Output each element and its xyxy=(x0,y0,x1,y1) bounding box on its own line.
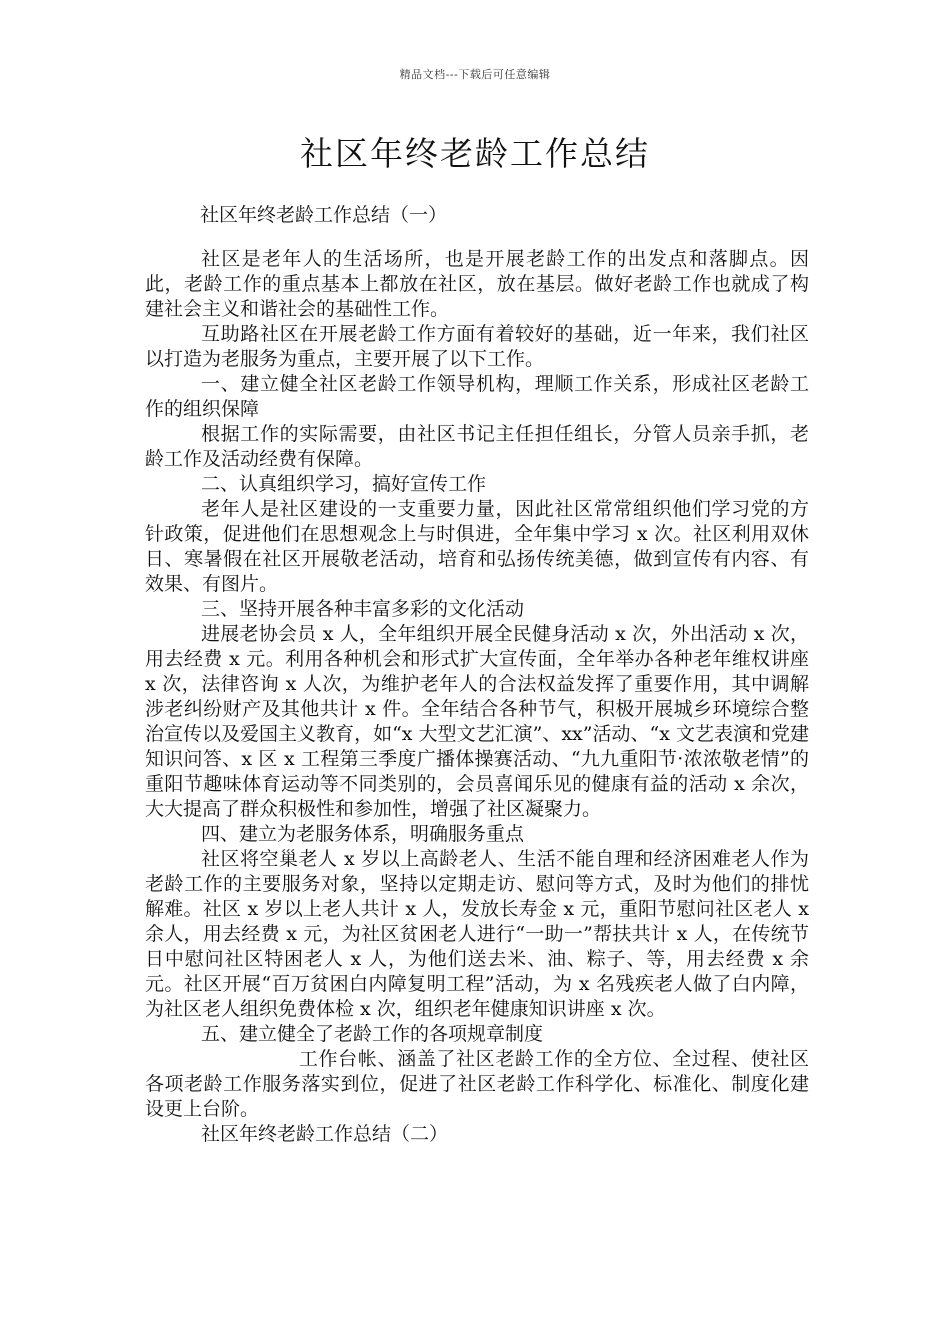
paragraph-section-2: 老年人是社区建设的一支重要力量，因此社区常常组织他们学习党的方针政策，促进他们在思想观念上与时俱进，全年集中学习 x 次。社区利用双休日、寒暑假在社区开展敬老活动，培育和弘扬传统美德，做到宣传有内容、有效果、有图片。 xyxy=(145,498,809,595)
section-heading-5: 五、建立健全了老龄工作的各项规章制度 xyxy=(201,1023,544,1045)
paragraph-section-4: 社区将空巢老人 x 岁以上高龄老人、生活不能自理和经济困难老人作为老龄工作的主要服务对象，坚持以定期走访、慰问等方式，及时为他们的排忧解难。社区 x 岁以上老人共计 x 人，发放长寿金 x 元，重阳节慰问社区老人 x 余人，用去经费 x 元，为社区贫困老人进行“一助一”帮扶共计 x 人，在传统节日中慰问社区特困老人 x 人，为他们送去米、油、粽子、等，用去经费 x 余元。社区开展“百万贫困白内障复明工程”活动，为 x 名残疾老人做了白内障，为社区老人组织免费体检 x 次，组织老年健康知识讲座 x 次。 xyxy=(145,848,809,1020)
paragraph-section-5: 工作台帐、涵盖了社区老龄工作的全方位、全过程、使社区各项老龄工作服务落实到位，促进了社区老龄工作科学化、标准化、制度化建设更上台阶。 xyxy=(145,1048,809,1120)
section-heading-1: 一、建立健全社区老龄工作领导机构，理顺工作关系，形成社区老龄工作的组织保障 xyxy=(145,373,809,420)
document-title: 社区年终老龄工作总结 xyxy=(300,134,650,173)
section-heading-3: 三、坚持开展各种丰富多彩的文化活动 xyxy=(201,598,525,620)
paragraph-section-1: 根据工作的实际需要，由社区书记主任担任组长，分管人员亲手抓，老龄工作及活动经费有保障。 xyxy=(145,423,809,470)
header-note: 精品文档---下载后可任意编辑 xyxy=(399,68,551,81)
paragraph-intro: 社区是老年人的生活场所，也是开展老龄工作的出发点和落脚点。因此，老龄工作的重点基本上都放在社区，放在基层。做好老龄工作也就成了构建社会主义和谐社会的基础性工作。 xyxy=(145,248,809,320)
section-heading-4: 四、建立为老服务体系，明确服务重点 xyxy=(201,823,525,845)
section-heading-2: 二、认真组织学习，搞好宣传工作 xyxy=(201,473,487,495)
section-subtitle: 社区年终老龄工作总结（一） xyxy=(200,204,448,226)
document-body xyxy=(145,247,809,1147)
paragraph-background: 互助路社区在开展老龄工作方面有着较好的基础，近一年来，我们社区以打造为老服务为重点，主要开展了以下工作。 xyxy=(145,323,809,370)
paragraph-section-3: 进展老协会员 x 人，全年组织开展全民健身活动 x 次，外出活动 x 次，用去经费 x 元。利用各种机会和形式扩大宣传面，全年举办各种老年维权讲座 x 次，法律咨询 x 人次，为维护老年人的合法权益发挥了重要作用，其中调解涉老纠纷财产及其他共计 x 件。全年结合各种节气，积极开展城乡环境综合整治宣传以及爱国主义教育，如“x 大型文艺汇演”、xx”活动、“x 文艺表演和党建知识问答、x 区 x 工程第三季度广播体操赛活动、“九九重阳节·浓浓敬老情”的重阳节趣味体育运动等不同类别的，会员喜闻乐见的健康有益的活动 x 余次，大大提高了群众积极性和参加性，增强了社区凝聚力。 xyxy=(145,623,809,820)
section-subtitle-2: 社区年终老龄工作总结（二） xyxy=(201,1123,449,1145)
